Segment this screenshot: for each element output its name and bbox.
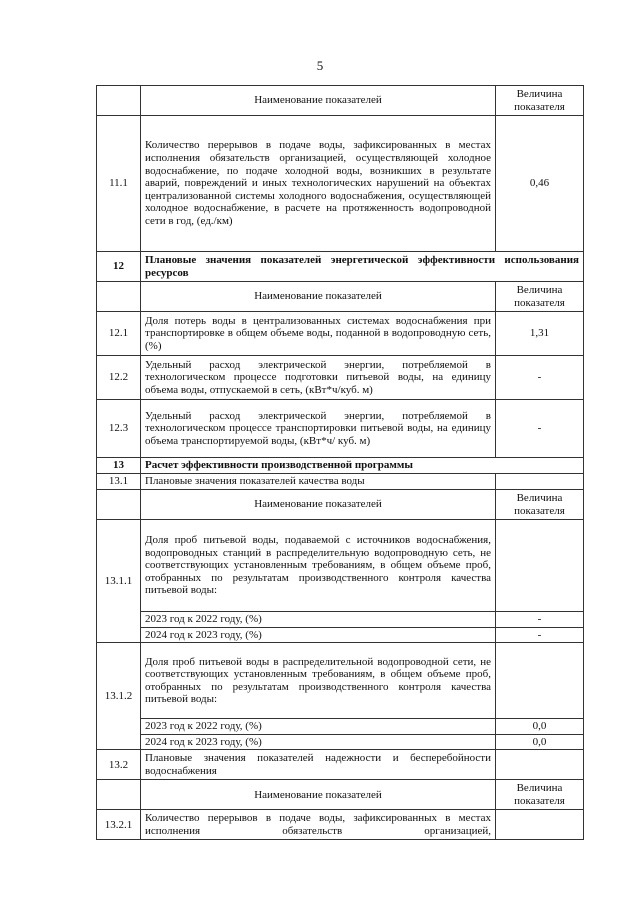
row-text: Доля проб питьевой воды в распределительной водопроводной сети, не соответствующих установленным требованиям, в общем объеме проб, отобранных по результатам производственного контроля качества питьевой воды: <box>141 643 496 719</box>
subsection-row <box>97 750 584 780</box>
year-value: 0,0 <box>496 719 584 735</box>
year-row <box>97 612 584 628</box>
row-value <box>496 643 584 719</box>
row-text: Удельный расход электрической энергии, потребляемой в технологическом процессе подготовки питьевой воды, на единицу объема воды, отпускаемой в сеть, (кВт*ч/куб. м) <box>141 356 496 400</box>
header-name-cell: Наименование показателей <box>141 490 496 520</box>
header-value-cell: Величина показателя <box>496 86 584 116</box>
year-row <box>97 627 584 643</box>
table-row <box>97 810 584 840</box>
header-num-cell <box>97 86 141 116</box>
row-value: - <box>496 400 584 458</box>
row-text: Удельный расход электрической энергии, потребляемой в технологическом процессе транспортировки питьевой воды, на единицу объема транспортируемой воды, (кВт*ч/ куб. м) <box>141 400 496 458</box>
section-row <box>97 458 584 474</box>
row-number: 11.1 <box>97 116 141 252</box>
row-text: Количество перерывов в подаче воды, зафиксированных в местах исполнения обязательств организацией, <box>141 810 496 840</box>
table-row <box>97 312 584 356</box>
table-header-row <box>97 490 584 520</box>
year-value: - <box>496 612 584 628</box>
section-row <box>97 252 584 282</box>
header-value-cell: Величина показателя <box>496 282 584 312</box>
row-value: 1,31 <box>496 312 584 356</box>
header-value-cell: Величина показателя <box>496 780 584 810</box>
table-row <box>97 643 584 719</box>
header-num-cell <box>97 282 141 312</box>
header-name-cell: Наименование показателей <box>141 780 496 810</box>
table-header-row <box>97 86 584 116</box>
table-row <box>97 116 584 252</box>
header-name-cell: Наименование показателей <box>141 86 496 116</box>
row-text: Доля проб питьевой воды, подаваемой с источников водоснабжения, водопроводных станций в распределительную водопроводную сеть, не соответствующих установленным требованиям, в общем объеме проб, отобранных по результатам производственного контроля качества питьевой воды: <box>141 520 496 612</box>
row-text: Доля потерь воды в централизованных системах водоснабжения при транспортировке в общем объеме воды, поданной в водопроводную сеть, (%) <box>141 312 496 356</box>
row-number: 13.2.1 <box>97 810 141 840</box>
year-label: 2023 год к 2022 году, (%) <box>141 612 496 628</box>
header-num-cell <box>97 780 141 810</box>
year-row <box>97 734 584 750</box>
row-number: 13.1 <box>97 474 141 490</box>
table-row <box>97 520 584 612</box>
section-number: 12 <box>97 252 141 282</box>
row-number: 12.2 <box>97 356 141 400</box>
header-name-cell: Наименование показателей <box>141 282 496 312</box>
row-value <box>496 810 584 840</box>
table-header-row <box>97 780 584 810</box>
row-text: Плановые значения показателей надежности и бесперебойности водоснабжения <box>141 750 496 780</box>
row-number: 12.1 <box>97 312 141 356</box>
table-row <box>97 356 584 400</box>
row-text: Количество перерывов в подаче воды, зафиксированных в местах исполнения обязательств организацией, осуществляющей холодное водоснабжение, по подаче холодной воды, возникших в результате аварий, повреждений и иных технологических нарушений на объектах централизованной системы холодного водоснабжения, осуществляющей холодное водоснабжение, в расчете на протяженность водопроводной сети в год, (ед./км) <box>141 116 496 252</box>
row-value: 0,46 <box>496 116 584 252</box>
row-number: 13.1.1 <box>97 520 141 643</box>
section-title: Расчет эффективности производственной программы <box>141 458 584 474</box>
section-title: Плановые значения показателей энергетической эффективности использования ресурсов <box>141 252 584 282</box>
row-number: 13.2 <box>97 750 141 780</box>
row-value: - <box>496 356 584 400</box>
row-text: Плановые значения показателей качества воды <box>141 474 496 490</box>
row-number: 13.1.2 <box>97 643 141 750</box>
indicators-table <box>96 85 584 840</box>
row-value <box>496 750 584 780</box>
row-value <box>496 474 584 490</box>
year-label: 2024 год к 2023 году, (%) <box>141 734 496 750</box>
page-number: 5 <box>316 58 324 73</box>
section-number: 13 <box>97 458 141 474</box>
year-label: 2023 год к 2022 году, (%) <box>141 719 496 735</box>
header-value-cell: Величина показателя <box>496 490 584 520</box>
row-number: 12.3 <box>97 400 141 458</box>
table-header-row <box>97 282 584 312</box>
year-value: 0,0 <box>496 734 584 750</box>
subsection-row <box>97 474 584 490</box>
year-row <box>97 719 584 735</box>
row-value <box>496 520 584 612</box>
header-num-cell <box>97 490 141 520</box>
year-label: 2024 год к 2023 году, (%) <box>141 627 496 643</box>
year-value: - <box>496 627 584 643</box>
table-row <box>97 400 584 458</box>
